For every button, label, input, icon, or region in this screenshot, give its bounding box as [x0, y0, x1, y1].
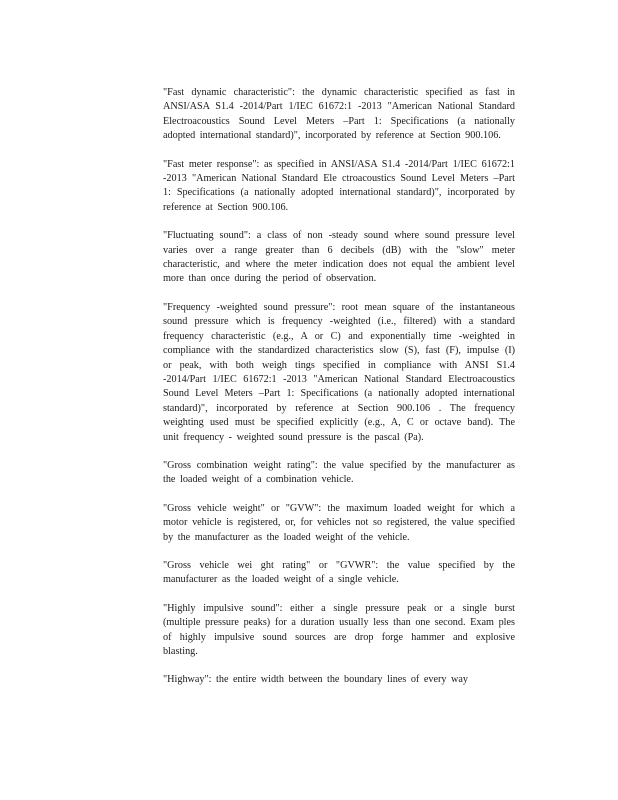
document-page	[163, 86, 515, 688]
definition-fast-meter-response: "Fast meter response": as specified in ANSI/ASA S1.4 -2014/Part 1/IEC 61672:1 -2013 "American National Standard Ele ctroacoustics Sound Level Meters –Part 1: Specifications (a nationally adopted international standard)", incorporated by reference at Section 900.106.	[163, 158, 515, 213]
definition-gross-vehicle-weight-rating: "Gross vehicle wei ght rating" or "GVWR": the value specified by the manufacturer as the loaded weight of a single vehicle.	[163, 559, 515, 586]
definition-frequency-weighted-sound-pressure: "Frequency -weighted sound pressure": root mean square of the instantaneous sound pressure which is frequency -weighted (i.e., filtered) with a standard frequency characteristic (e.g., A or C) and exponentially time -weighted in compliance with the standardized characteristics slow (S), fast (F), impulse (I) or peak, with both weigh tings specified in compliance with ANSI S1.4 -2014/Part 1/IEC 61672:1 -2013 "American National Standard Electroacoustics Sound Level Meters –Part 1: Specifications (a nationally adopted international standard)", incorporated by reference at Section 900.106 . The frequency weighting used must be specified explicitly (e.g., A, C or octave band). The unit frequency - weighted sound pressure is the pascal (Pa).	[163, 301, 515, 443]
definition-highly-impulsive-sound: "Highly impulsive sound": either a single pressure peak or a single burst (multiple pressure peaks) for a duration usually less than one second. Exam ples of highly impulsive sound sources are drop forge hammer and explosive blasting.	[163, 602, 515, 657]
definition-fluctuating-sound: "Fluctuating sound": a class of non -steady sound where sound pressure level varies over a range greater than 6 decibels (dB) with the "slow" meter characteristic, and where the meter indication does not equal the ambient level more than once during the period of observation.	[163, 230, 515, 285]
definition-gross-vehicle-weight: "Gross vehicle weight" or "GVW": the maximum loaded weight for which a motor vehicle is registered, or, for vehicles not so registered, the value specified by the manufacturer as the loaded weight of the vehicle.	[163, 502, 515, 543]
definition-highway: "Highway": the entire width between the boundary lines of every way	[163, 674, 468, 686]
definition-fast-dynamic-characteristic: "Fast dynamic characteristic": the dynamic characteristic specified as fast in ANSI/ASA S1.4 -2014/Part 1/IEC 61672:1 -2013 "American National Standard Electroacoustics Sound Level Meters –Part 1: Specifications (a nationally adopted international standard)", incorporated by reference at Section 900.106.	[163, 87, 515, 142]
definition-gross-combination-weight-rating: "Gross combination weight rating": the value specified by the manufacturer as the loaded weight of a combination vehicle.	[163, 459, 515, 486]
